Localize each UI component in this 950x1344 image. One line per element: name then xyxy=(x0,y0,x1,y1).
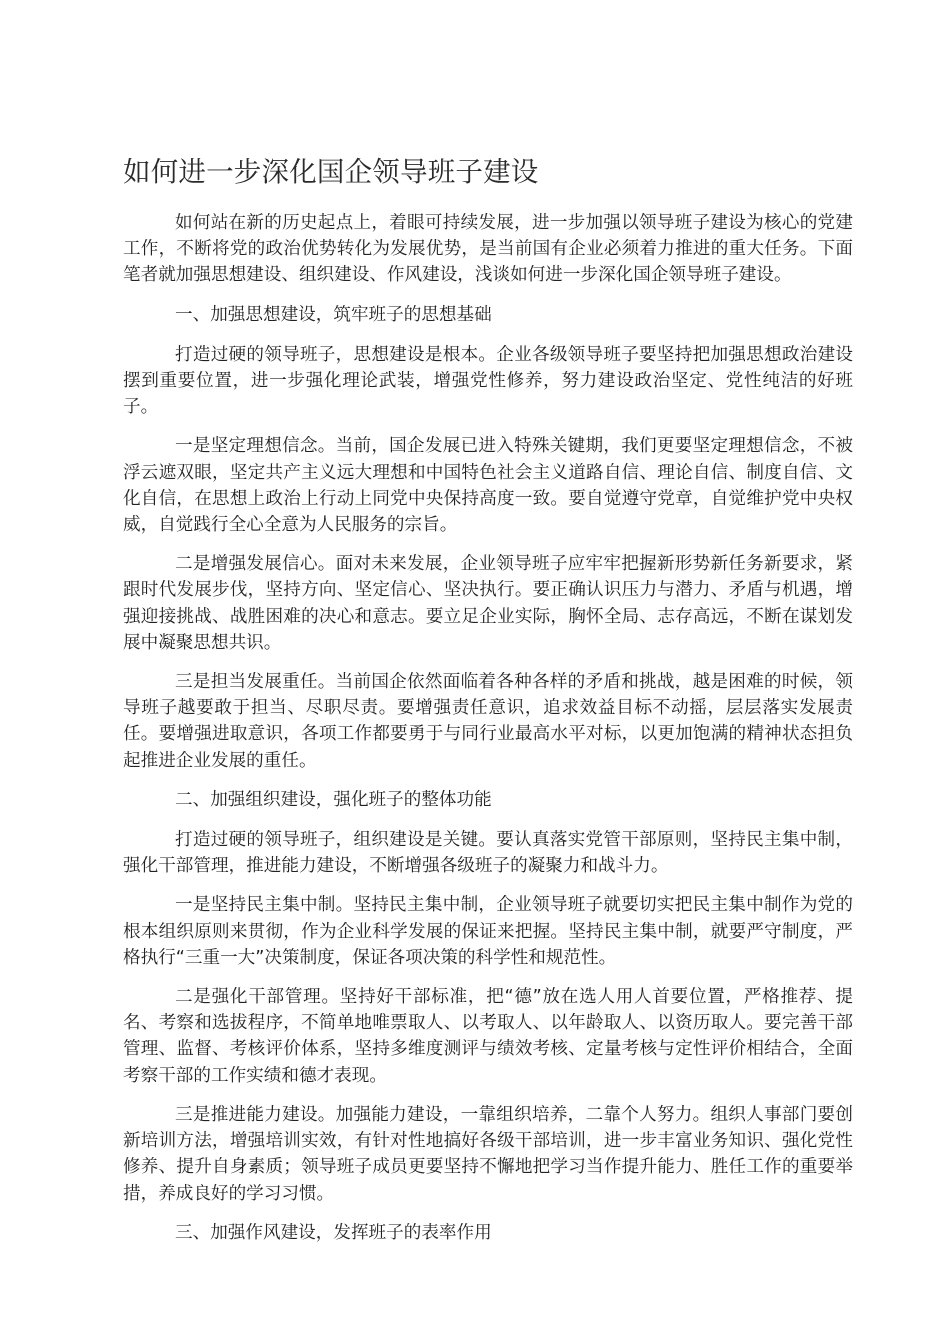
section-heading-3: 三、加强作风建设，发挥班子的表率作用 xyxy=(175,1222,492,1243)
section-2-point-1: 一是坚持民主集中制。坚持民主集中制，企业领导班子就要切实把民主集中制作为党的根本组织原则来贯彻，作为企业科学发展的保证来把握。坚持民主集中制，就要严守制度，严格执行“三重一大”决策制度，保证各项决策的科学性和规范性。 xyxy=(123,895,853,968)
intro-paragraph: 如何站在新的历史起点上，着眼可持续发展，进一步加强以领导班子建设为核心的党建工作，不断将党的政治优势转化为发展优势，是当前国有企业必须着力推进的重大任务。下面笔者就加强思想建设、组织建设、作风建设，浅谈如何进一步深化国企领导班子建设。 xyxy=(123,213,853,286)
section-1-point-2: 二是增强发展信心。面对未来发展，企业领导班子应牢牢把握新形势新任务新要求，紧跟时代发展步伐，坚持方向、坚定信心、坚决执行。要正确认识压力与潜力、矛盾与机遇，增强迎接挑战、战胜困难的决心和意志。要立足企业实际，胸怀全局、志存高远，不断在谋划发展中凝聚思想共识。 xyxy=(123,554,853,653)
section-1-point-3: 三是担当发展重任。当前国企依然面临着各种各样的矛盾和挑战，越是困难的时候，领导班子越要敢于担当、尽职尽责。要增强责任意识，追求效益目标不动摇，层层落实发展责任。要增强进取意识，各项工作都要勇于与同行业最高水平对标，以更加饱满的精神状态担负起推进企业发展的重任。 xyxy=(123,672,853,771)
section-2-intro: 打造过硬的领导班子，组织建设是关键。要认真落实党管干部原则，坚持民主集中制，强化干部管理，推进能力建设，不断增强各级班子的凝聚力和战斗力。 xyxy=(123,830,853,877)
document-title: 如何进一步深化国企领导班子建设 xyxy=(123,156,539,188)
document-page xyxy=(123,150,853,1260)
section-2-point-3: 三是推进能力建设。加强能力建设，一靠组织培养，二靠个人努力。组织人事部门要创新培训方法，增强培训实效，有针对性地搞好各级干部培训，进一步丰富业务知识、强化党性修养、提升自身素质；领导班子成员更要坚持不懈地把学习当作提升能力、胜任工作的重要举措，养成良好的学习习惯。 xyxy=(123,1104,853,1204)
section-1-intro: 打造过硬的领导班子，思想建设是根本。企业各级领导班子要坚持把加强思想政治建设摆到重要位置，进一步强化理论武装，增强党性修养，努力建设政治坚定、党性纯洁的好班子。 xyxy=(123,344,853,418)
section-heading-2: 二、加强组织建设，强化班子的整体功能 xyxy=(175,789,492,810)
section-heading-1: 一、加强思想建设，筑牢班子的思想基础 xyxy=(175,304,492,325)
section-1-point-1: 一是坚定理想信念。当前，国企发展已进入特殊关键期，我们更要坚定理想信念，不被浮云遮双眼，坚定共产主义远大理想和中国特色社会主义道路自信、理论自信、制度自信、文化自信，在思想上政治上行动上同党中央保持高度一致。要自觉遵守党章，自觉维护党中央权威，自觉践行全心全意为人民服务的宗旨。 xyxy=(123,436,853,536)
section-2-point-2: 二是强化干部管理。坚持好干部标准，把“德”放在选人用人首要位置，严格推荐、提名、考察和选拔程序，不简单地唯票取人、以考取人、以年龄取人、以资历取人。要完善干部管理、监督、考核评价体系，坚持多维度测评与绩效考核、定量考核与定性评价相结合，全面考察干部的工作实绩和德才表现。 xyxy=(123,987,853,1086)
